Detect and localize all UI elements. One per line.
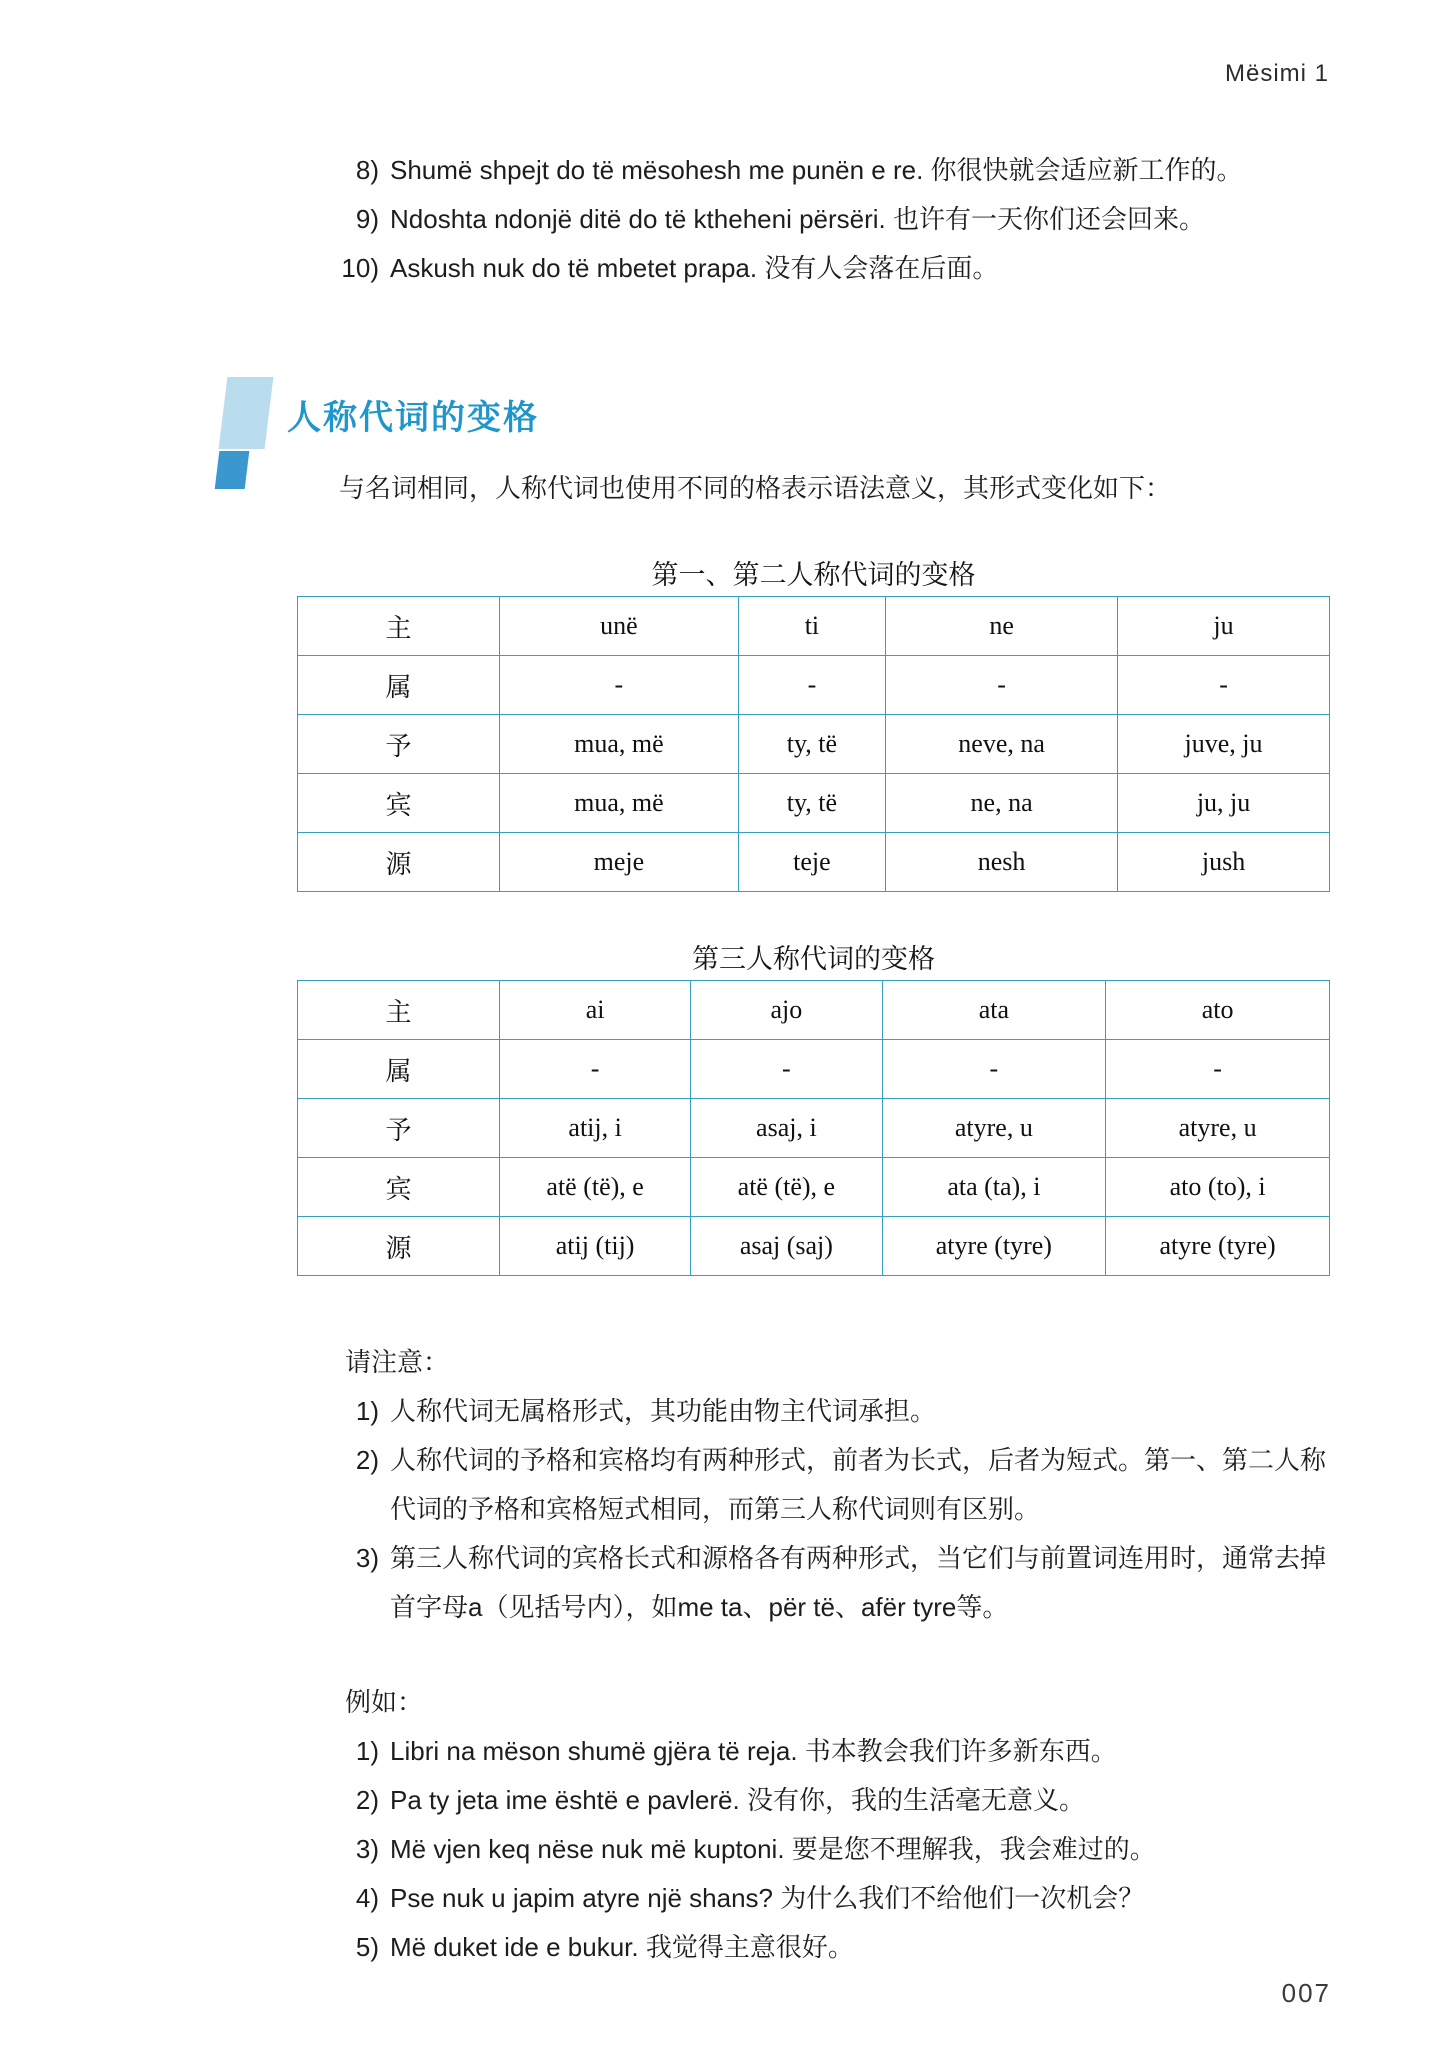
table-cell: ato (to), i [1106,1158,1330,1217]
note-item-number: 1) [355,1396,379,1426]
table-cell: mua, më [500,715,739,774]
table-cell: asaj, i [691,1099,882,1158]
example-item-number: 2) [355,1785,379,1815]
examples-label: 例如： [345,1687,424,1717]
table-cell: - [691,1040,882,1099]
section-marker-icon [215,377,269,491]
table-cell: - [882,1040,1106,1099]
example-item-text: Më vjen keq nëse nuk më kuptoni. 要是您不理解我，我会难过的。 [390,1834,1156,1864]
table-cell: ty, të [738,774,885,833]
table-cell: - [1118,656,1330,715]
lesson-header: Mësimi 1 [1224,60,1329,87]
table-cell: atyre, u [882,1099,1106,1158]
table2-caption: 第三人称代词的变格 [692,944,935,974]
table-cell: ata (ta), i [882,1158,1106,1217]
list-item-number: 10) [341,253,379,283]
table-row [298,981,1330,1040]
table-cell: asaj (saj) [691,1217,882,1276]
row-header-cell: 属 [298,656,500,715]
table-cell: ne [886,597,1118,656]
table-cell: unë [500,597,739,656]
table-row [298,833,1330,892]
row-header-cell: 宾 [298,1158,500,1217]
table-cell: nesh [886,833,1118,892]
note-item-number: 3) [355,1543,379,1573]
note-item [333,1436,1330,1534]
example-item-number: 5) [355,1932,379,1962]
list-item [333,244,1330,293]
example-item-text: Libri na mëson shumë gjëra të reja. 书本教会我们许多新东西。 [390,1736,1117,1766]
table-row [298,656,1330,715]
note-item-text: 人称代词无属格形式，其功能由物主代词承担。 [390,1396,937,1426]
table1-caption: 第一、第二人称代词的变格 [651,560,976,590]
section-intro: 与名词相同，人称代词也使用不同的格表示语法意义，其形式变化如下： [339,473,1172,503]
list-item-number: 8) [355,155,379,185]
notes-label: 请注意： [345,1347,450,1377]
row-header-cell: 源 [298,833,500,892]
table-cell: atij (tij) [500,1217,691,1276]
table-cell: - [738,656,885,715]
section-heading [287,385,1330,443]
row-header-cell: 属 [298,1040,500,1099]
table-cell: atyre (tyre) [882,1217,1106,1276]
table-cell: ty, të [738,715,885,774]
section-title: 人称代词的变格 [287,398,539,437]
example-item-number: 3) [355,1834,379,1864]
table-row [298,774,1330,833]
list-item [333,146,1330,195]
table-cell: juve, ju [1118,715,1330,774]
table-cell: atë (të), e [691,1158,882,1217]
table-cell: ata [882,981,1106,1040]
table-cell: ti [738,597,885,656]
examples-list [297,1727,1330,1972]
note-item [333,1534,1330,1632]
row-header-cell: 予 [298,1099,500,1158]
table-row [298,1099,1330,1158]
list-item [333,195,1330,244]
section-marker-light-shape [219,377,274,449]
list-item-text: Ndoshta ndonjë ditë do të ktheheni përsëri. 也许有一天你们还会回来。 [390,204,1206,234]
table-cell: ato [1106,981,1330,1040]
list-item-number: 9) [355,204,379,234]
table-cell: atij, i [500,1099,691,1158]
row-header-cell: 源 [298,1217,500,1276]
table-row [298,715,1330,774]
table-cell: teje [738,833,885,892]
table-cell: mua, më [500,774,739,833]
table-row [298,1217,1330,1276]
table-row [298,597,1330,656]
table-cell: ne, na [886,774,1118,833]
note-item-text: 人称代词的予格和宾格均有两种形式，前者为长式，后者为短式。第一、第二人称代词的予格和宾格短式相同，而第三人称代词则有区别。 [390,1445,1327,1524]
note-item [333,1387,1330,1436]
pronoun-table-1 [297,596,1330,892]
example-item [333,1776,1330,1825]
table-cell: atë (të), e [500,1158,691,1217]
table-cell: meje [500,833,739,892]
note-item-number: 2) [355,1445,379,1475]
example-item-number: 1) [355,1736,379,1766]
table-cell: ju [1118,597,1330,656]
list-item-text: Shumë shpejt do të mësohesh me punën e re. 你很快就会适应新工作的。 [390,155,1243,185]
note-item-text: 第三人称代词的宾格长式和源格各有两种形式，当它们与前置词连用时，通常去掉首字母a（见括号内），如me ta、për të、afër tyre等。 [390,1543,1327,1622]
row-header-cell: 主 [298,981,500,1040]
example-item [333,1727,1330,1776]
example-item [333,1923,1330,1972]
table-cell: - [1106,1040,1330,1099]
table-cell: atyre, u [1106,1099,1330,1158]
table-cell: - [886,656,1118,715]
example-item-text: Më duket ide e bukur. 我觉得主意很好。 [390,1932,854,1962]
section-marker-dark-shape [215,451,250,489]
table-cell: atyre (tyre) [1106,1217,1330,1276]
table-cell: - [500,1040,691,1099]
table-row [298,1040,1330,1099]
table-cell: jush [1118,833,1330,892]
row-header-cell: 主 [298,597,500,656]
table-row [298,1158,1330,1217]
table-cell: ju, ju [1118,774,1330,833]
example-item-number: 4) [355,1883,379,1913]
example-item [333,1874,1330,1923]
table-cell: ai [500,981,691,1040]
row-header-cell: 予 [298,715,500,774]
page-number: 007 [1281,1978,1331,2008]
pronoun-table-2 [297,980,1330,1276]
table-cell: - [500,656,739,715]
table-cell: neve, na [886,715,1118,774]
row-header-cell: 宾 [298,774,500,833]
sentence-list-top [297,0,1330,293]
list-item-text: Askush nuk do të mbetet prapa. 没有人会落在后面。 [390,253,999,283]
example-item [333,1825,1330,1874]
example-item-text: Pse nuk u japim atyre një shans? 为什么我们不给他们一次机会？ [390,1883,1145,1913]
example-item-text: Pa ty jeta ime është e pavlerë. 没有你，我的生活毫无意义。 [390,1785,1085,1815]
table-cell: ajo [691,981,882,1040]
notes-list [297,1387,1330,1632]
